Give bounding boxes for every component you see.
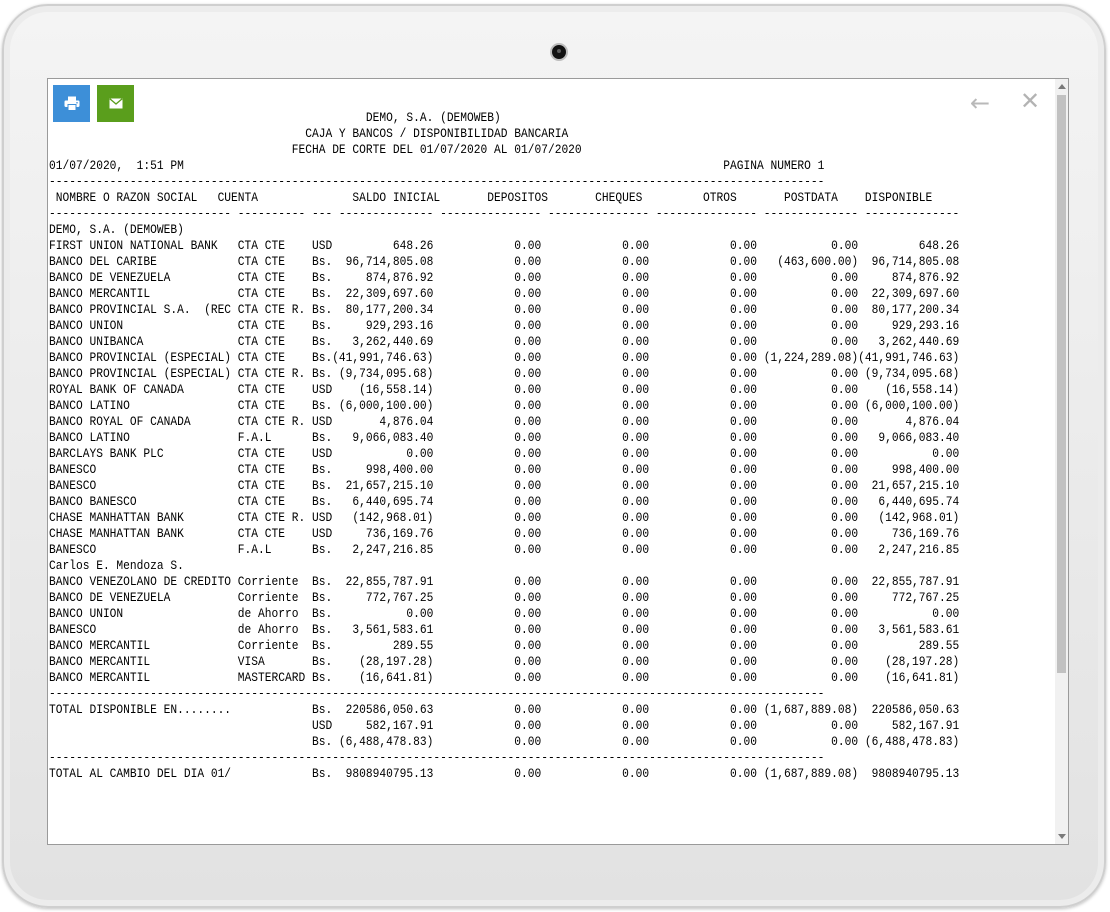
report-document [49, 110, 959, 782]
close-icon[interactable]: ✕ [1020, 87, 1041, 115]
table-row: BANCO DE VENEZUELA Corriente Bs. 772,767.25 0.00 0.00 0.00 0.00 772,767.25 [49, 590, 960, 605]
tablet-frame [2, 4, 1106, 908]
table-row: BANCO UNION CTA CTE Bs. 929,293.16 0.00 0.00 0.00 0.00 929,293.16 [49, 318, 960, 333]
printer-icon [64, 96, 80, 111]
scroll-down-arrow-icon[interactable] [1058, 834, 1066, 839]
scrollbar-thumb[interactable] [1057, 95, 1066, 673]
table-row: BANCO LATINO CTA CTE Bs. (6,000,100.00) 0.00 0.00 0.00 0.00 (6,000,100.00) [49, 398, 960, 413]
table-row: BANCO PROVINCIAL S.A. (REC CTA CTE R. Bs. 80,177,200.34 0.00 0.00 0.00 0.00 80,177,200.34 [49, 302, 960, 317]
table-row: BANCO DEL CARIBE CTA CTE Bs. 96,714,805.08 0.00 0.00 0.00 (463,600.00) 96,714,805.08 [49, 254, 960, 269]
table-row: BANCO ROYAL OF CANADA CTA CTE R. USD 4,876.04 0.00 0.00 0.00 0.00 4,876.04 [49, 414, 960, 429]
table-row: BANCO MERCANTIL Corriente Bs. 289.55 0.00 0.00 0.00 0.00 289.55 [49, 638, 960, 653]
column-separator-line: --------------------------- ---------- --- -------------- --------------- --------------- --------------- -------------- -------------- [49, 206, 960, 221]
divider-line: ------------------------------------------------------------------------------------------------------------------- [49, 686, 825, 701]
table-row: CHASE MANHATTAN BANK CTA CTE R. USD (142,968.01) 0.00 0.00 0.00 0.00 (142,968.01) [49, 510, 960, 525]
table-row: CHASE MANHATTAN BANK CTA CTE USD 736,169.76 0.00 0.00 0.00 0.00 736,169.76 [49, 526, 960, 541]
total-row: Bs. (6,488,478.83) 0.00 0.00 0.00 0.00 (6,488,478.83) [49, 734, 960, 749]
report-viewer [47, 78, 1069, 845]
table-row: BANCO DE VENEZUELA CTA CTE Bs. 874,876.92 0.00 0.00 0.00 0.00 874,876.92 [49, 270, 960, 285]
table-row: BANCO VENEZOLANO DE CREDITO Corriente Bs. 22,855,787.91 0.00 0.00 0.00 0.00 22,855,787.91 [49, 574, 960, 589]
total-row: TOTAL DISPONIBLE EN........ Bs. 220586,050.63 0.00 0.00 0.00 (1,687,889.08) 220586,050.63 [49, 702, 960, 717]
column-header-row: NOMBRE O RAZON SOCIAL CUENTA SALDO INICIAL DEPOSITOS CHEQUES OTROS POSTDATA DISPONIBLE [49, 190, 933, 205]
table-row: BANCO UNIBANCA CTA CTE Bs. 3,262,440.69 0.00 0.00 0.00 0.00 3,262,440.69 [49, 334, 960, 349]
camera-lens [550, 43, 568, 61]
table-row: BANESCO CTA CTE Bs. 998,400.00 0.00 0.00 0.00 0.00 998,400.00 [49, 462, 960, 477]
table-row: FIRST UNION NATIONAL BANK CTA CTE USD 648.26 0.00 0.00 0.00 0.00 648.26 [49, 238, 960, 253]
group-heading: Carlos E. Mendoza S. [49, 558, 184, 573]
table-row: ROYAL BANK OF CANADA CTA CTE USD (16,558.14) 0.00 0.00 0.00 0.00 (16,558.14) [49, 382, 960, 397]
table-row: BANCO PROVINCIAL (ESPECIAL) CTA CTE R. Bs. (9,734,095.68) 0.00 0.00 0.00 0.00 (9,734,095.68) [49, 366, 960, 381]
divider-line: ------------------------------------------------------------------------------------------------------------------- [49, 174, 825, 189]
table-row: BANCO MERCANTIL MASTERCARD Bs. (16,641.81) 0.00 0.00 0.00 0.00 (16,641.81) [49, 670, 960, 685]
report-title-line: DEMO, S.A. (DEMOWEB) [49, 110, 501, 125]
table-row: BANCO BANESCO CTA CTE Bs. 6,440,695.74 0.00 0.00 0.00 0.00 6,440,695.74 [49, 494, 960, 509]
report-date-page-line: 01/07/2020, 1:51 PM PAGINA NUMERO 1 [49, 158, 825, 173]
table-row: BARCLAYS BANK PLC CTA CTE USD 0.00 0.00 0.00 0.00 0.00 0.00 [49, 446, 960, 461]
back-arrow-icon[interactable]: ← [970, 89, 991, 117]
divider-line: ------------------------------------------------------------------------------------------------------------------- [49, 750, 825, 765]
table-row: BANCO MERCANTIL VISA Bs. (28,197.28) 0.00 0.00 0.00 0.00 (28,197.28) [49, 654, 960, 669]
scroll-up-arrow-icon[interactable] [1058, 84, 1066, 89]
table-row: BANCO UNION de Ahorro Bs. 0.00 0.00 0.00 0.00 0.00 0.00 [49, 606, 960, 621]
grand-total-row: TOTAL AL CAMBIO DEL DIA 01/ Bs. 9808940795.13 0.00 0.00 0.00 (1,687,889.08) 9808940795.13 [49, 766, 960, 781]
table-row: BANCO MERCANTIL CTA CTE Bs. 22,309,697.60 0.00 0.00 0.00 0.00 22,309,697.60 [49, 286, 960, 301]
table-row: BANESCO F.A.L Bs. 2,247,216.85 0.00 0.00 0.00 0.00 2,247,216.85 [49, 542, 960, 557]
table-row: BANCO PROVINCIAL (ESPECIAL) CTA CTE Bs.(41,991,746.63) 0.00 0.00 0.00 (1,224,289.08)(41,991,746.63) [49, 350, 960, 365]
table-row: BANCO LATINO F.A.L Bs. 9,066,083.40 0.00 0.00 0.00 0.00 9,066,083.40 [49, 430, 960, 445]
envelope-icon [109, 98, 123, 109]
total-row: USD 582,167.91 0.00 0.00 0.00 0.00 582,167.91 [49, 718, 960, 733]
group-heading: DEMO, S.A. (DEMOWEB) [49, 222, 184, 237]
report-title-line: CAJA Y BANCOS / DISPONIBILIDAD BANCARIA [49, 126, 569, 141]
table-row: BANESCO CTA CTE Bs. 21,657,215.10 0.00 0.00 0.00 0.00 21,657,215.10 [49, 478, 960, 493]
table-row: BANESCO de Ahorro Bs. 3,561,583.61 0.00 0.00 0.00 0.00 3,561,583.61 [49, 622, 960, 637]
report-title-line: FECHA DE CORTE DEL 01/07/2020 AL 01/07/2020 [49, 142, 582, 157]
vertical-scrollbar[interactable] [1055, 79, 1068, 844]
